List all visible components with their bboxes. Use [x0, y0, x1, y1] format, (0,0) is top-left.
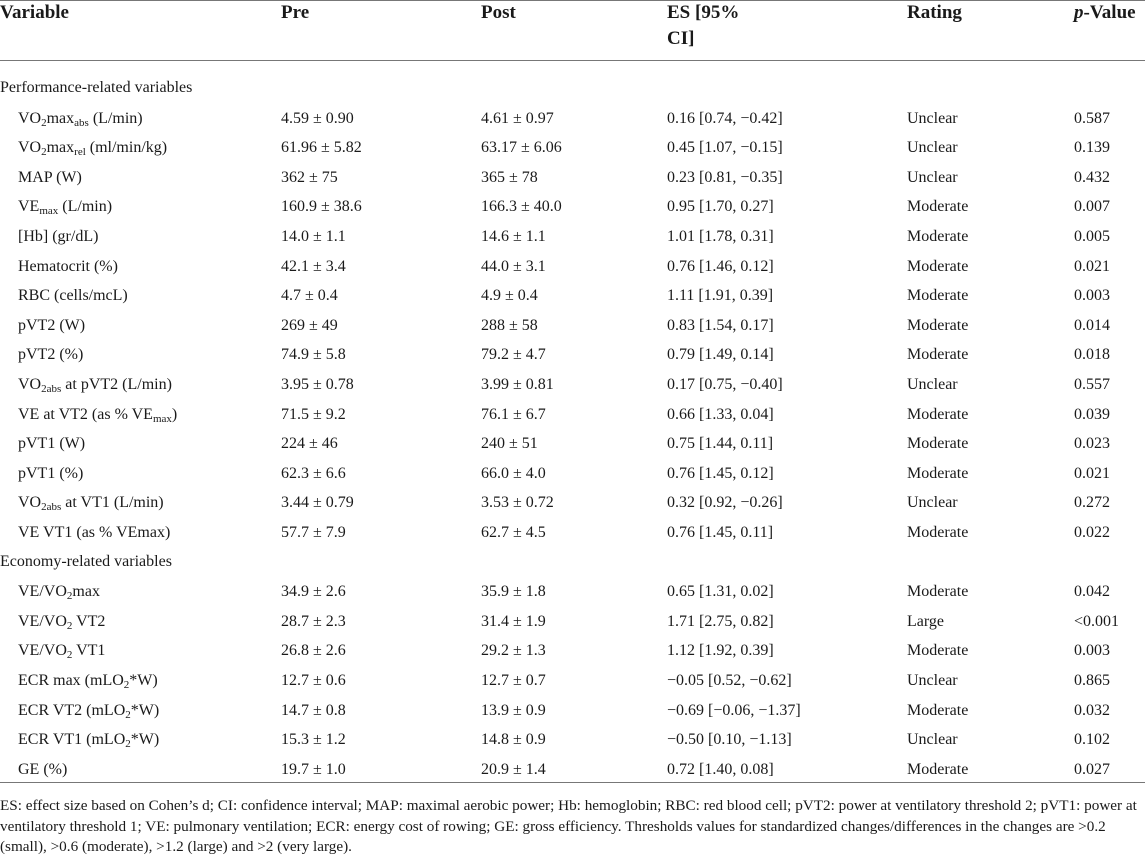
text-part: GE (%) — [18, 760, 68, 778]
subscript: 2abs — [41, 501, 62, 514]
text-part: VO — [18, 494, 42, 512]
header-p-rest: -Value — [1083, 2, 1136, 23]
text-part: max — [46, 139, 75, 157]
post-cell: 13.9 ± 0.9 — [481, 701, 546, 719]
es-cell: 0.95 [1.70, 0.27] — [667, 198, 774, 216]
p-value-cell: 0.021 — [1074, 257, 1110, 275]
pre-cell: 224 ± 46 — [281, 435, 338, 453]
p-value-cell: 0.272 — [1074, 494, 1110, 512]
post-cell: 288 ± 58 — [481, 316, 538, 334]
text-part: VO — [18, 376, 42, 393]
pre-cell: 3.95 ± 0.78 — [281, 376, 354, 393]
p-value-cell: 0.039 — [1074, 405, 1110, 423]
pre-cell: 62.3 ± 6.6 — [281, 464, 346, 482]
subscript: 2 — [41, 116, 47, 129]
table-row — [0, 345, 1145, 375]
pre-cell: 57.7 ± 7.9 — [281, 524, 346, 541]
variable-cell — [18, 523, 170, 543]
table-row — [0, 286, 1145, 316]
variable-cell — [18, 197, 112, 217]
rating-cell: Moderate — [907, 228, 969, 245]
pre-cell: 19.7 ± 1.0 — [281, 760, 346, 778]
post-cell: 29.2 ± 1.3 — [481, 642, 546, 660]
post-cell: 79.2 ± 4.7 — [481, 346, 546, 364]
pre-cell: 3.44 ± 0.79 — [281, 494, 354, 512]
subscript: 2abs — [41, 383, 62, 395]
p-value-cell: 0.557 — [1074, 376, 1110, 393]
subscript: max — [39, 205, 59, 218]
post-cell: 76.1 ± 6.7 — [481, 405, 546, 423]
text-part: *W) — [130, 731, 160, 749]
table-row — [0, 582, 1145, 612]
pre-cell: 61.96 ± 5.82 — [281, 139, 362, 157]
p-value-cell: 0.587 — [1074, 109, 1110, 127]
es-cell: 0.17 [0.75, −0.40] — [667, 376, 783, 393]
text-part: max — [72, 583, 100, 601]
text-part: pVT1 (%) — [18, 464, 84, 482]
table-row — [0, 375, 1145, 405]
table-row — [0, 316, 1145, 346]
variable-cell — [18, 316, 85, 336]
es-cell: 0.79 [1.49, 0.14] — [667, 346, 774, 364]
es-cell: 0.32 [0.92, −0.26] — [667, 494, 783, 512]
text-part: at VT1 (L/min) — [61, 494, 164, 512]
text-part: VE at VT2 (as % VE — [18, 405, 153, 423]
es-cell: 0.76 [1.45, 0.11] — [667, 524, 774, 541]
post-cell: 240 ± 51 — [481, 435, 538, 453]
post-cell: 44.0 ± 3.1 — [481, 257, 546, 275]
p-value-cell: <0.001 — [1074, 612, 1120, 630]
post-cell: 4.9 ± 0.4 — [481, 287, 538, 305]
header-p-italic: p — [1074, 2, 1084, 23]
subscript: 2 — [125, 708, 131, 721]
p-value-cell: 0.007 — [1074, 198, 1110, 216]
text-part: VE/VO — [18, 642, 67, 660]
rating-cell: Moderate — [907, 287, 969, 305]
pre-cell: 362 ± 75 — [281, 168, 338, 186]
table-row — [0, 257, 1145, 287]
header-rating: Rating — [907, 2, 962, 23]
text-part: [Hb] (gr/dL) — [18, 228, 99, 245]
es-cell: 0.23 [0.81, −0.35] — [667, 168, 783, 186]
rating-cell: Large — [907, 612, 945, 630]
rating-cell: Unclear — [907, 109, 958, 127]
variable-cell — [18, 701, 159, 721]
pre-cell: 34.9 ± 2.6 — [281, 583, 346, 601]
rating-cell: Unclear — [907, 672, 958, 689]
subscript: 2 — [66, 619, 73, 632]
text-part: VE/VO — [18, 583, 67, 601]
pre-cell: 160.9 ± 38.6 — [281, 198, 362, 216]
text-part: VO — [18, 139, 42, 157]
rating-cell: Moderate — [907, 583, 969, 601]
pre-cell: 28.7 ± 2.3 — [281, 612, 346, 630]
variable-cell — [18, 345, 83, 365]
pre-cell: 15.3 ± 1.2 — [281, 731, 346, 749]
es-cell: 0.66 [1.33, 0.04] — [667, 405, 774, 423]
text-part: max — [46, 109, 75, 127]
table-row — [0, 197, 1145, 227]
subscript: max — [152, 412, 172, 425]
rating-cell: Moderate — [907, 464, 969, 482]
es-cell: 1.71 [2.75, 0.82] — [667, 612, 774, 630]
table-row — [0, 464, 1145, 494]
header-es: ES [95% CI] — [667, 2, 740, 49]
es-cell: 0.72 [1.40, 0.08] — [667, 760, 774, 778]
pre-cell: 4.59 ± 0.90 — [281, 109, 354, 127]
table-footnote: ES: effect size based on Cohen’s d; CI: confidence interval; MAP: maximal aerobic power; Hb: hemoglobin; RBC: red blood cell; pVT2: power at ventilatory threshold 2; pVT1: power at ventilatory threshold 1; VE: pulmonary ventilation; ECR: energy cost of rowing; GE: gross efficiency. Thresholds values for standardized changes/differences in the changes are >0.2 (small), >0.6 (moderate), >1.2 (large) and >2 (very large). — [0, 797, 1137, 855]
p-value-cell: 0.139 — [1074, 139, 1110, 157]
p-value-cell: 0.865 — [1074, 672, 1110, 689]
rating-cell: Unclear — [907, 139, 958, 157]
post-cell: 14.8 ± 0.9 — [481, 731, 546, 749]
variable-cell — [18, 257, 118, 277]
rating-cell: Unclear — [907, 494, 958, 512]
text-part: RBC (cells/mcL) — [18, 287, 128, 305]
post-cell: 166.3 ± 40.0 — [481, 198, 562, 216]
text-part: VT2 — [72, 612, 106, 630]
text-part: pVT2 (%) — [18, 346, 84, 364]
p-value-cell: 0.022 — [1074, 524, 1110, 541]
es-cell: 1.01 [1.78, 0.31] — [667, 228, 774, 245]
rating-cell: Moderate — [907, 524, 969, 541]
bottom-rule — [0, 782, 1145, 783]
rating-cell: Moderate — [907, 642, 969, 660]
text-part: ECR VT1 (mLO — [18, 731, 126, 749]
rating-cell: Moderate — [907, 316, 969, 334]
post-cell: 31.4 ± 1.9 — [481, 612, 546, 630]
text-part: (L/min) — [58, 198, 113, 216]
p-value-cell: 0.018 — [1074, 346, 1110, 364]
table-row — [0, 493, 1145, 523]
p-value-cell: 0.005 — [1074, 228, 1110, 245]
table-row — [0, 138, 1145, 168]
subscript: 2 — [41, 146, 47, 159]
p-value-cell: 0.003 — [1074, 287, 1110, 305]
table-row — [0, 434, 1145, 464]
post-cell: 62.7 ± 4.5 — [481, 524, 546, 541]
subscript: 2 — [66, 649, 73, 662]
table-row — [0, 227, 1145, 257]
post-cell: 66.0 ± 4.0 — [481, 464, 546, 482]
variable-cell — [18, 227, 98, 247]
text-part: VE VT1 (as % VEmax) — [18, 524, 171, 541]
text-part: at pVT2 (L/min) — [61, 376, 172, 393]
es-cell: −0.50 [0.10, −1.13] — [667, 731, 792, 749]
text-part: pVT2 (W) — [18, 316, 86, 334]
text-part: Hematocrit (%) — [18, 257, 118, 275]
rating-cell: Unclear — [907, 731, 958, 749]
text-part: MAP (W) — [18, 168, 82, 186]
variable-cell — [18, 286, 128, 306]
variable-cell — [18, 168, 82, 188]
pre-cell: 4.7 ± 0.4 — [281, 287, 338, 305]
rating-cell: Moderate — [907, 435, 969, 453]
variable-cell — [18, 405, 177, 425]
header-p-value — [1074, 0, 1136, 26]
table-row — [0, 730, 1145, 760]
variable-cell — [18, 138, 167, 158]
post-cell: 35.9 ± 1.8 — [481, 583, 546, 601]
es-cell: 0.76 [1.45, 0.12] — [667, 464, 774, 482]
header-rule — [0, 60, 1145, 61]
table-row — [0, 109, 1145, 139]
table-row — [0, 523, 1145, 553]
es-cell: 0.76 [1.46, 0.12] — [667, 257, 774, 275]
p-value-cell: 0.027 — [1074, 760, 1110, 778]
pre-cell: 26.8 ± 2.6 — [281, 642, 346, 660]
pre-cell: 42.1 ± 3.4 — [281, 257, 346, 275]
p-value-cell: 0.102 — [1074, 731, 1110, 749]
post-cell: 14.6 ± 1.1 — [481, 228, 546, 245]
table-row — [0, 405, 1145, 435]
rating-cell: Moderate — [907, 405, 969, 423]
es-cell: 0.45 [1.07, −0.15] — [667, 139, 783, 157]
variable-cell — [18, 582, 100, 602]
post-cell: 3.53 ± 0.72 — [481, 494, 554, 512]
subscript: 2 — [123, 679, 130, 691]
es-cell: −0.05 [0.52, −0.62] — [667, 672, 792, 689]
text-part: VO — [18, 109, 42, 127]
post-cell: 20.9 ± 1.4 — [481, 760, 546, 778]
variable-cell — [18, 434, 85, 454]
variable-cell — [18, 730, 159, 750]
pre-cell: 14.0 ± 1.1 — [281, 228, 346, 245]
text-part: (ml/min/kg) — [85, 139, 168, 157]
text-part: *W) — [129, 672, 158, 689]
table-row — [0, 641, 1145, 671]
post-cell: 365 ± 78 — [481, 168, 538, 186]
rating-cell: Moderate — [907, 257, 969, 275]
text-part: ) — [171, 405, 178, 423]
p-value-cell: 0.003 — [1074, 642, 1110, 660]
text-part: ECR VT2 (mLO — [18, 701, 126, 719]
es-cell: 1.12 [1.92, 0.39] — [667, 642, 774, 660]
es-cell: 0.65 [1.31, 0.02] — [667, 583, 774, 601]
subscript: abs — [74, 116, 89, 129]
header-pre: Pre — [281, 2, 310, 23]
post-cell: 3.99 ± 0.81 — [481, 376, 554, 393]
top-rule — [0, 0, 1145, 1]
variable-cell — [18, 109, 143, 129]
rating-cell: Moderate — [907, 701, 969, 719]
header-variable: Variable — [0, 2, 69, 23]
subscript: 2 — [66, 590, 73, 603]
p-value-cell: 0.432 — [1074, 168, 1110, 186]
rating-cell: Unclear — [907, 168, 958, 186]
p-value-cell: 0.032 — [1074, 701, 1110, 719]
subscript: rel — [74, 146, 86, 159]
variable-cell — [18, 612, 105, 632]
variable-cell — [18, 641, 105, 661]
pre-cell: 12.7 ± 0.6 — [281, 672, 346, 689]
pre-cell: 269 ± 49 — [281, 316, 338, 334]
table-row — [0, 760, 1145, 790]
rating-cell: Unclear — [907, 376, 958, 393]
rating-cell: Moderate — [907, 760, 969, 778]
p-value-cell: 0.021 — [1074, 464, 1110, 482]
variable-cell — [18, 760, 67, 780]
header-post: Post — [481, 2, 516, 23]
text-part: *W) — [130, 701, 160, 719]
p-value-cell: 0.023 — [1074, 435, 1110, 453]
rating-cell: Moderate — [907, 346, 969, 364]
table-row — [0, 612, 1145, 642]
text-part: VE — [18, 198, 40, 216]
variable-cell — [18, 464, 83, 484]
table-row — [0, 701, 1145, 731]
section-title: Performance-related variables — [0, 79, 193, 96]
variable-cell — [18, 493, 164, 513]
pre-cell: 14.7 ± 0.8 — [281, 701, 346, 719]
table-row — [0, 168, 1145, 198]
rating-cell: Moderate — [907, 198, 969, 216]
es-cell: 0.75 [1.44, 0.11] — [667, 435, 774, 453]
subscript: 2 — [125, 738, 131, 751]
text-part: VT1 — [72, 642, 106, 660]
text-part: pVT1 (W) — [18, 435, 86, 453]
text-part: (L/min) — [88, 109, 143, 127]
variable-cell — [18, 375, 172, 395]
es-cell: 0.83 [1.54, 0.17] — [667, 316, 774, 334]
p-value-cell: 0.014 — [1074, 316, 1110, 334]
post-cell: 63.17 ± 6.06 — [481, 139, 562, 157]
post-cell: 12.7 ± 0.7 — [481, 672, 546, 689]
section-title: Economy-related variables — [0, 552, 172, 570]
pre-cell: 74.9 ± 5.8 — [281, 346, 346, 364]
table-row — [0, 671, 1145, 701]
es-cell: −0.69 [−0.06, −1.37] — [667, 701, 801, 719]
post-cell: 4.61 ± 0.97 — [481, 109, 554, 127]
es-cell: 1.11 [1.91, 0.39] — [667, 287, 774, 305]
text-part: ECR max (mLO — [18, 672, 124, 689]
variable-cell — [18, 671, 158, 691]
es-cell: 0.16 [0.74, −0.42] — [667, 109, 783, 127]
pre-cell: 71.5 ± 9.2 — [281, 405, 346, 423]
text-part: VE/VO — [18, 612, 67, 630]
p-value-cell: 0.042 — [1074, 583, 1110, 601]
